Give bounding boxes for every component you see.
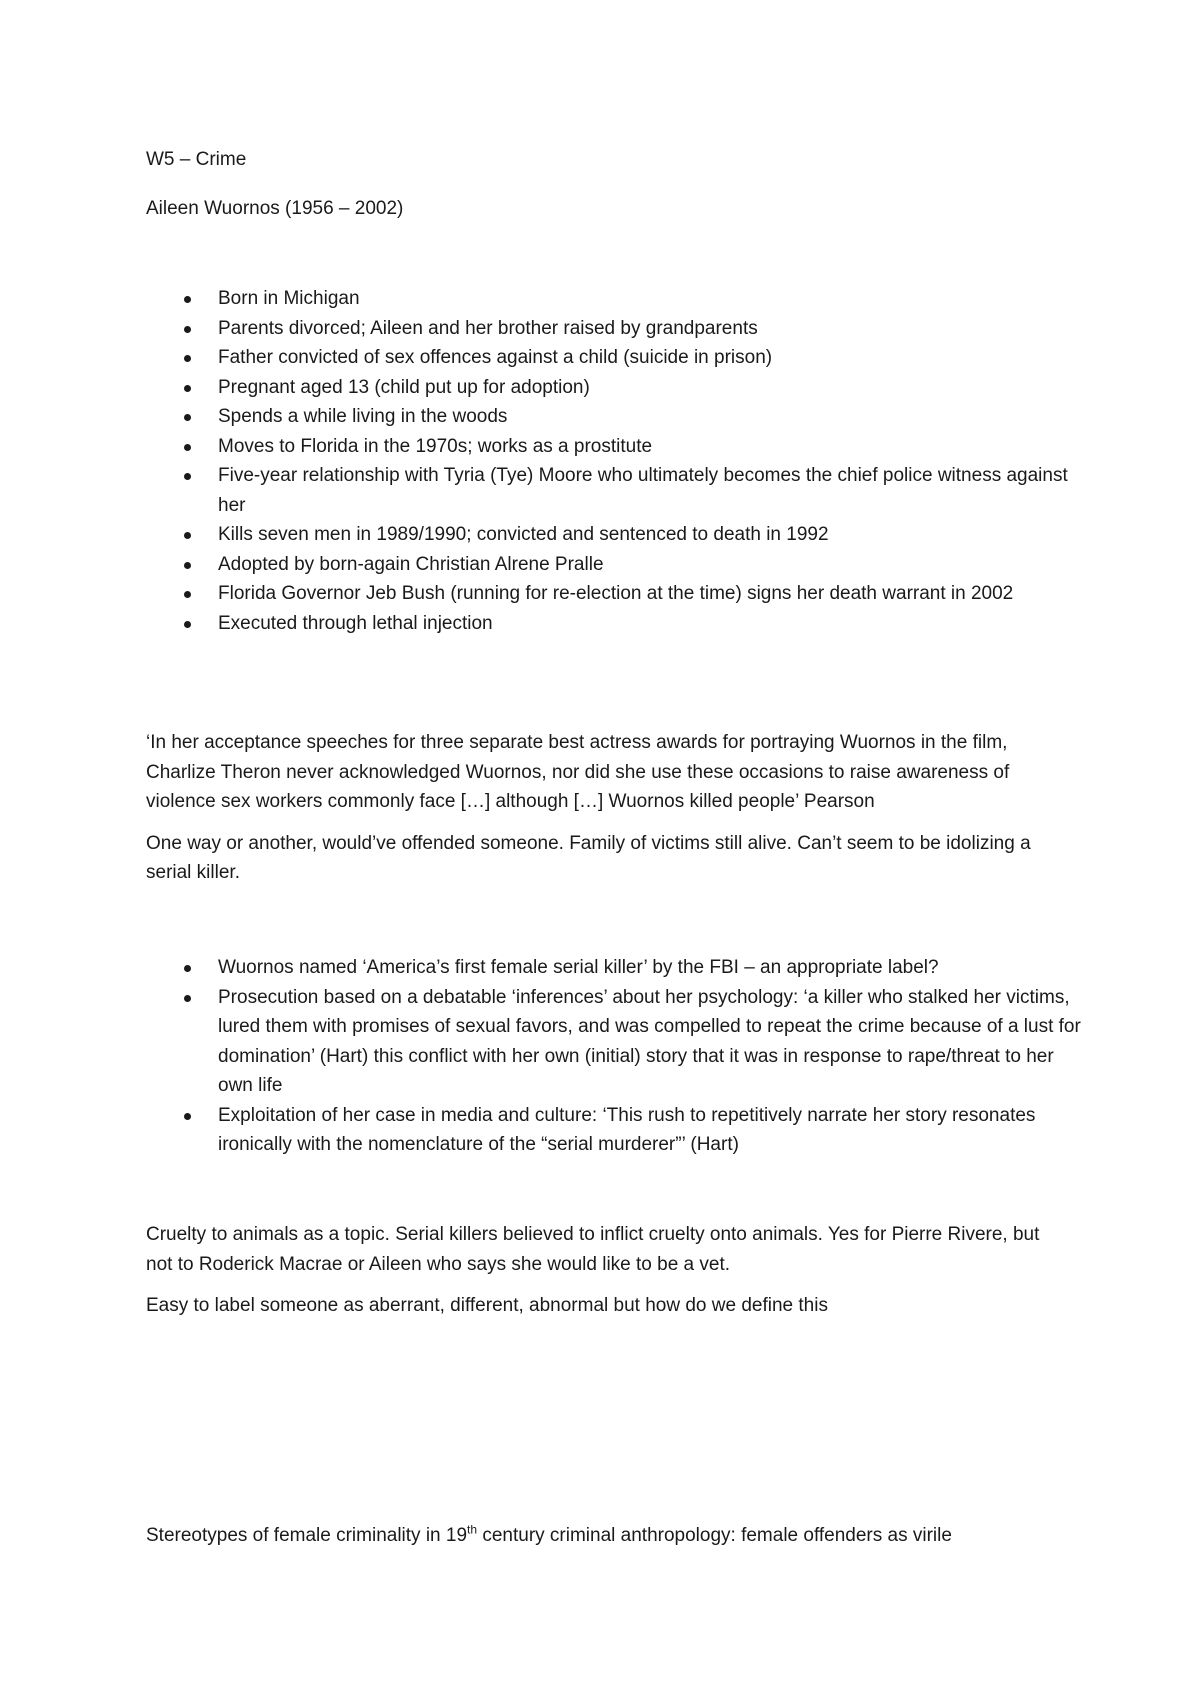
list-item: Moves to Florida in the 1970s; works as a prostitute <box>146 432 1086 462</box>
bullet-icon <box>184 385 191 392</box>
list-item: Florida Governor Jeb Bush (running for re-election at the time) signs her death warrant in 2002 <box>146 579 1086 609</box>
final-line: Stereotypes of female criminality in 19th century criminal anthropology: female offenders as virile <box>146 1522 952 1546</box>
list-item: Adopted by born-again Christian Alrene Pralle <box>146 550 1086 580</box>
list-item: Exploitation of her case in media and culture: ‘This rush to repetitively narrate her story resonates ironically with the nomenclature of the “serial murderer”’ (Hart) <box>146 1101 1086 1160</box>
bullet-icon <box>184 355 191 362</box>
list-item: Father convicted of sex offences against a child (suicide in prison) <box>146 343 1086 373</box>
label-paragraph: Easy to label someone as aberrant, different, abnormal but how do we define this <box>146 1295 828 1316</box>
notes-block <box>146 1220 1066 1333</box>
list-item: Kills seven men in 1989/1990; convicted and sentenced to death in 1992 <box>146 520 1086 550</box>
biography-list <box>146 284 1086 638</box>
quote-block <box>146 728 1066 900</box>
bullet-icon <box>184 473 191 480</box>
bullet-icon <box>184 532 191 539</box>
list-item: Spends a while living in the woods <box>146 402 1086 432</box>
list-item: Pregnant aged 13 (child put up for adoption) <box>146 373 1086 403</box>
list-item: Prosecution based on a debatable ‘inferences’ about her psychology: ‘a killer who stalked her victims, lured them with promises of sexual favors, and was compelled to repeat the crime because of a lust for domination’ (Hart) this conflict with her own (initial) story that it was in response to rape/threat to her own life <box>146 983 1086 1101</box>
bullet-icon <box>184 562 191 569</box>
list-item: Wuornos named ‘America’s first female serial killer’ by the FBI – an appropriate label? <box>146 953 1086 983</box>
cruelty-paragraph: Cruelty to animals as a topic. Serial killers believed to inflict cruelty onto animals. Yes for Pierre Rivere, but not to Roderick Macrae or Aileen who says she would like to be a vet. <box>146 1224 1040 1275</box>
bullet-icon <box>184 591 191 598</box>
analysis-list <box>146 953 1086 1160</box>
comment-paragraph: One way or another, would’ve offended someone. Family of victims still alive. Can’t seem to be idolizing a serial killer. <box>146 832 1031 883</box>
bullet-icon <box>184 995 191 1002</box>
list-item: Born in Michigan <box>146 284 1086 314</box>
bullet-icon <box>184 296 191 303</box>
bullet-icon <box>184 965 191 972</box>
quote-paragraph: ‘In her acceptance speeches for three separate best actress awards for portraying Wuornos in the film, Charlize Theron never acknowledged Wuornos, nor did she use these occasions to raise awareness of violence sex workers commonly face […] although […] Wuornos killed people’ Pearson <box>146 732 1010 812</box>
list-item: Executed through lethal injection <box>146 609 1086 639</box>
list-item: Parents divorced; Aileen and her brother raised by grandparents <box>146 314 1086 344</box>
list-item: Five-year relationship with Tyria (Tye) Moore who ultimately becomes the chief police witness against her <box>146 461 1086 520</box>
page-title: W5 – Crime <box>146 149 247 170</box>
subject-heading: Aileen Wuornos (1956 – 2002) <box>146 198 404 219</box>
bullet-icon <box>184 444 191 451</box>
bullet-icon <box>184 414 191 421</box>
bullet-icon <box>184 621 191 628</box>
bullet-icon <box>184 1113 191 1120</box>
bullet-icon <box>184 326 191 333</box>
